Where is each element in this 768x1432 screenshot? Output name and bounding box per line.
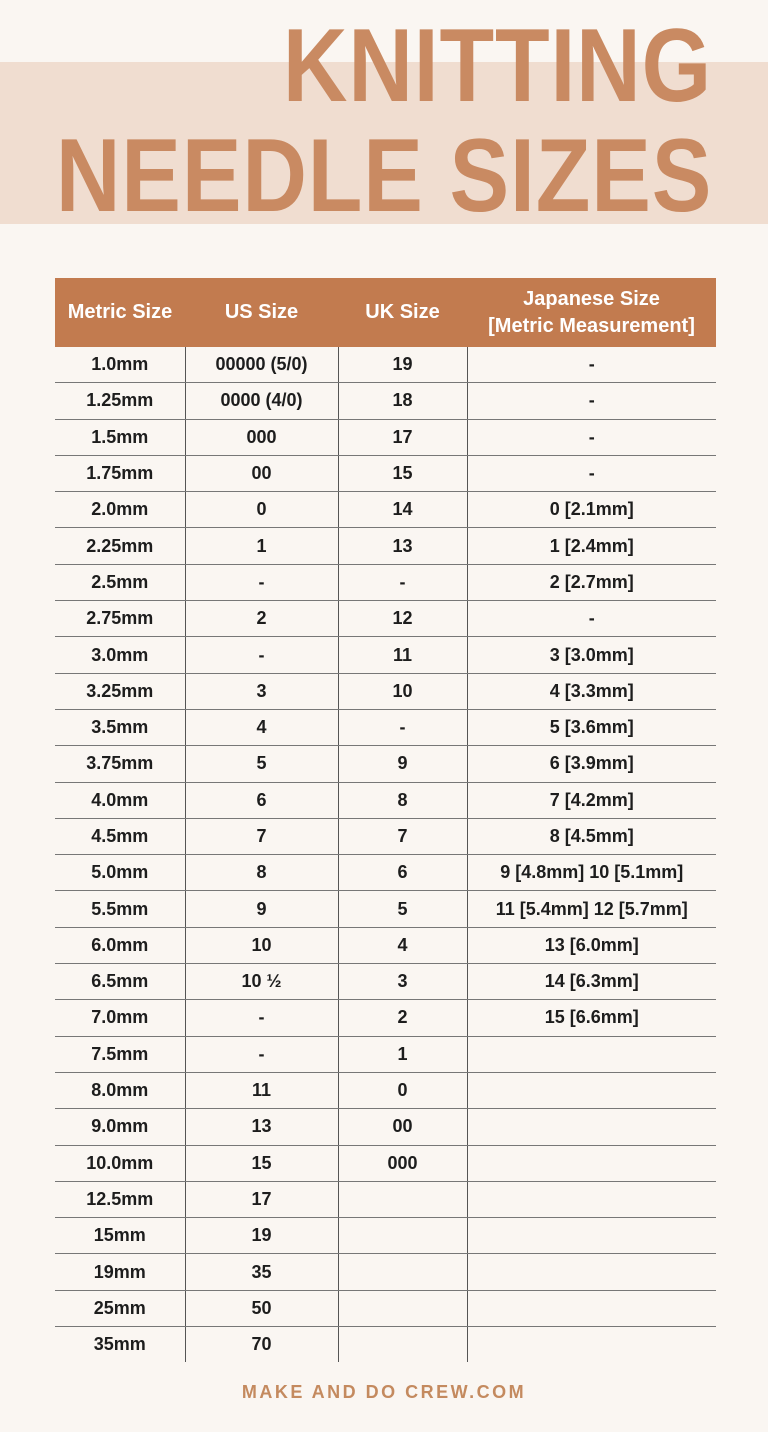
cell-us: - (185, 637, 338, 673)
table-row (55, 1327, 716, 1363)
cell-uk: 4 (338, 927, 467, 963)
cell-us: 9 (185, 891, 338, 927)
cell-uk: 1 (338, 1036, 467, 1072)
table-row (55, 528, 716, 564)
cell-metric: 1.75mm (55, 455, 185, 491)
cell-metric: 6.5mm (55, 964, 185, 1000)
cell-us: 00000 (5/0) (185, 347, 338, 383)
cell-us: 6 (185, 782, 338, 818)
cell-us: - (185, 1000, 338, 1036)
cell-uk: 11 (338, 637, 467, 673)
table-row (55, 564, 716, 600)
cell-uk: 3 (338, 964, 467, 1000)
cell-metric: 19mm (55, 1254, 185, 1290)
cell-japanese: 14 [6.3mm] (467, 964, 716, 1000)
cell-us: 00 (185, 455, 338, 491)
cell-us: 0000 (4/0) (185, 383, 338, 419)
cell-uk (338, 1290, 467, 1326)
cell-metric: 5.5mm (55, 891, 185, 927)
cell-uk: 9 (338, 746, 467, 782)
cell-japanese: 7 [4.2mm] (467, 782, 716, 818)
table-row (55, 746, 716, 782)
cell-japanese (467, 1072, 716, 1108)
cell-japanese (467, 1290, 716, 1326)
table-row (55, 1254, 716, 1290)
cell-metric: 5.0mm (55, 855, 185, 891)
cell-uk: 8 (338, 782, 467, 818)
cell-uk: 15 (338, 455, 467, 491)
cell-metric: 10.0mm (55, 1145, 185, 1181)
cell-uk: 13 (338, 528, 467, 564)
cell-uk (338, 1327, 467, 1363)
cell-uk: 7 (338, 818, 467, 854)
cell-japanese: - (467, 347, 716, 383)
title-line-1: KNITTING (282, 8, 712, 124)
cell-japanese: 8 [4.5mm] (467, 818, 716, 854)
cell-japanese: 13 [6.0mm] (467, 927, 716, 963)
cell-us: 8 (185, 855, 338, 891)
cell-metric: 1.0mm (55, 347, 185, 383)
cell-metric: 6.0mm (55, 927, 185, 963)
header-uk: UK Size (338, 278, 467, 347)
title-line-2: NEEDLE SIZES (55, 118, 712, 234)
cell-metric: 25mm (55, 1290, 185, 1326)
cell-metric: 15mm (55, 1218, 185, 1254)
cell-metric: 2.5mm (55, 564, 185, 600)
cell-metric: 35mm (93, 1334, 146, 1355)
table-row (55, 637, 716, 673)
cell-uk: 14 (338, 492, 467, 528)
cell-uk (338, 1254, 467, 1290)
cell-uk: 6 (338, 855, 467, 891)
cell-uk: - (338, 564, 467, 600)
cell-uk: 19 (338, 347, 467, 383)
cell-japanese: - (467, 419, 716, 455)
cell-us: 70 (185, 1327, 338, 1363)
cell-us: 2 (185, 601, 338, 637)
cell-japanese: 6 [3.9mm] (467, 746, 716, 782)
cell-uk: - (338, 709, 467, 745)
table-row (55, 1181, 716, 1217)
cell-us: 15 (185, 1145, 338, 1181)
cell-us: 7 (185, 818, 338, 854)
cell-us: 3 (185, 673, 338, 709)
cell-japanese: 5 [3.6mm] (467, 709, 716, 745)
table-row (55, 782, 716, 818)
cell-us: 10 ½ (185, 964, 338, 1000)
cell-metric: 2.75mm (55, 601, 185, 637)
cell-japanese (467, 1327, 716, 1363)
cell-metric: 9.0mm (55, 1109, 185, 1145)
header-us: US Size (185, 278, 338, 347)
cell-metric: 3.0mm (55, 637, 185, 673)
cell-us: 000 (185, 419, 338, 455)
cell-us: 5 (185, 746, 338, 782)
cell-us: - (185, 1036, 338, 1072)
cell-japanese (467, 1181, 716, 1217)
table-row (55, 492, 716, 528)
cell-uk (338, 1181, 467, 1217)
cell-uk: 2 (338, 1000, 467, 1036)
cell-metric: 3.25mm (55, 673, 185, 709)
cell-us: 17 (185, 1181, 338, 1217)
table-row (55, 601, 716, 637)
table-row (55, 964, 716, 1000)
table-row (55, 1109, 716, 1145)
table-row (55, 419, 716, 455)
cell-japanese: 0 [2.1mm] (467, 492, 716, 528)
cell-uk: 000 (338, 1145, 467, 1181)
cell-metric: 3.75mm (55, 746, 185, 782)
table-row (55, 455, 716, 491)
cell-japanese (467, 1218, 716, 1254)
cell-japanese (467, 1254, 716, 1290)
table-row (55, 1145, 716, 1181)
cell-us: 19 (185, 1218, 338, 1254)
cell-metric: 3.5mm (55, 709, 185, 745)
cell-japanese: - (467, 601, 716, 637)
table-row (55, 1000, 716, 1036)
cell-uk: 18 (338, 383, 467, 419)
table-row (55, 927, 716, 963)
table-row (55, 891, 716, 927)
cell-japanese: 15 [6.6mm] (467, 1000, 716, 1036)
cell-us: 4 (185, 709, 338, 745)
cell-us: - (185, 564, 338, 600)
cell-uk: 12 (338, 601, 467, 637)
cell-uk: 00 (338, 1109, 467, 1145)
cell-uk: 10 (338, 673, 467, 709)
table-row (55, 383, 716, 419)
cell-uk: 17 (338, 419, 467, 455)
cell-metric: 4.0mm (55, 782, 185, 818)
cell-uk (338, 1218, 467, 1254)
cell-metric: 7.5mm (55, 1036, 185, 1072)
cell-metric: 2.25mm (55, 528, 185, 564)
table-row (55, 347, 716, 383)
cell-japanese: 1 [2.4mm] (467, 528, 716, 564)
cell-metric: 1.5mm (55, 419, 185, 455)
cell-japanese: - (467, 455, 716, 491)
table-row (55, 1036, 716, 1072)
header-japanese: Japanese Size [Metric Measurement] (467, 278, 716, 347)
cell-metric: 12.5mm (55, 1181, 185, 1217)
cell-us: 35 (185, 1254, 338, 1290)
cell-japanese: 11 [5.4mm] 12 [5.7mm] (467, 891, 716, 927)
cell-japanese (467, 1145, 716, 1181)
cell-japanese: 2 [2.7mm] (467, 564, 716, 600)
cell-japanese: 4 [3.3mm] (467, 673, 716, 709)
cell-us: 10 (185, 927, 338, 963)
cell-us: 1 (185, 528, 338, 564)
table-row (55, 709, 716, 745)
cell-japanese: - (467, 383, 716, 419)
cell-japanese: 9 [4.8mm] 10 [5.1mm] (467, 855, 716, 891)
cell-uk: 5 (338, 891, 467, 927)
header-metric: Metric Size (55, 278, 185, 347)
cell-metric: 4.5mm (55, 818, 185, 854)
cell-japanese (467, 1036, 716, 1072)
table-row (55, 1218, 716, 1254)
table-row (55, 1072, 716, 1108)
cell-us: 0 (185, 492, 338, 528)
cell-us: 11 (185, 1072, 338, 1108)
cell-japanese (467, 1109, 716, 1145)
table-header-row (55, 278, 716, 347)
table-row (55, 673, 716, 709)
cell-japanese: 3 [3.0mm] (467, 637, 716, 673)
cell-metric: 7.0mm (55, 1000, 185, 1036)
cell-metric: 1.25mm (55, 383, 185, 419)
table-row (55, 1290, 716, 1326)
needle-size-table (55, 278, 716, 1362)
cell-metric: 8.0mm (55, 1072, 185, 1108)
table-row (55, 855, 716, 891)
cell-metric: 2.0mm (55, 492, 185, 528)
cell-uk: 0 (338, 1072, 467, 1108)
footer-site: MAKE AND DO CREW.COM (241, 1382, 527, 1402)
table-row (55, 818, 716, 854)
cell-us: 50 (185, 1290, 338, 1326)
cell-us: 13 (185, 1109, 338, 1145)
